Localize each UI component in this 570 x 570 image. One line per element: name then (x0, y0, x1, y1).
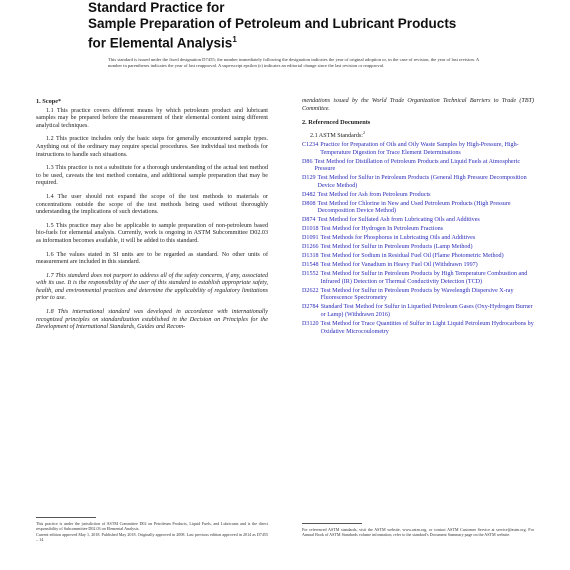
section-heading-referenced-documents: 2. Referenced Documents (302, 119, 371, 127)
reference-link[interactable] (302, 304, 534, 319)
reference-link[interactable] (302, 262, 534, 270)
footnotes-left (36, 521, 268, 543)
reference-link[interactable] (302, 271, 534, 286)
designation-notice: This standard is issued under the fixed designation D7455; the number immediately following the designation indicates the year of original adoption or, in the case of revision, the year of last revision. A number in parentheses indicates the year of last reapproval. A superscript epsilon (ε) indicates an editorial change since the last revision or reapproval. (108, 57, 479, 69)
reference-code: D482 (302, 191, 316, 198)
reference-link[interactable] (302, 175, 534, 190)
reference-link[interactable] (302, 235, 534, 243)
reference-title: Test Methods for Phosphorus in Lubricating Oils and Additives (320, 235, 476, 242)
title-line-3 (88, 32, 508, 52)
left-column (36, 98, 268, 338)
reference-link[interactable] (302, 201, 534, 216)
reference-title: Test Method for Sodium in Residual Fuel Oil (Flame Photometric Method) (320, 253, 504, 260)
reference-code: D3120 (302, 320, 319, 327)
reference-title: Test Method for Vanadium in Heavy Fuel Oil (Withdrawn 1997) (320, 262, 478, 269)
footnote-rule-right (302, 523, 362, 524)
reference-title: Test Method for Hydrogen In Petroleum Fractions (320, 226, 444, 233)
astm-footnote-mark: 2 (362, 129, 365, 135)
reference-title: Test Method for Sulfated Ash from Lubricating Oils and Additives (317, 217, 480, 224)
reference-code: D86 (302, 158, 313, 165)
reference-title: Test Method for Sulfur in Petroleum Products by Wavelength Dispersive X-ray Fluorescence Spectrometry (320, 287, 514, 302)
footnote-jurisdiction: This practice is under the jurisdiction of ASTM Committee D02 on Petroleum Products, Liquid Fuels, and Lubricants and is the direct responsibility of Subcommittee D02.03 on Elemental Analysis. (36, 521, 268, 532)
section-heading-scope: 1. Scope* (36, 98, 62, 105)
paragraph-1-2: 1.2 This practice includes only the basic steps for generally encountered sample types. Anything out of the ordinary may require special procedures. See individual test methods for instructions to handle such situations. (36, 136, 268, 158)
reference-link[interactable] (302, 253, 534, 261)
paragraph-1-7: 1.7 This standard does not purport to address all of the safety concerns, if any, associated with its use. It is the responsibility of the user of this standard to establish appropriate safety, health, and environmental practices and determine the applicability of regulatory limitations prior to use. (36, 272, 268, 302)
reference-code: D129 (302, 175, 316, 182)
paragraph-1-1: 1.1 This practice covers different means by which petroleum product and lubricant samples may be prepared before the measurement of their elemental content using different analytical techniques. (36, 107, 268, 129)
reference-title: Test Method for Sulfur in Petroleum Products (General High Pressure Decomposition Device Method) (317, 175, 527, 189)
reference-link[interactable] (302, 142, 534, 157)
reference-title: Test Method for Sulfur in Petroleum Products (Lamp Method) (320, 244, 473, 251)
title-line-3-text: for Elemental Analysis (88, 35, 233, 51)
reference-code: D2622 (302, 287, 319, 294)
title-line-1: Standard Practice for (88, 0, 225, 15)
reference-code: D1266 (302, 244, 319, 251)
reference-title: Practice for Preparation of Oils and Oily Waste Samples by High-Pressure, High-Temperature Digestion for Trace Element Determinations (320, 142, 519, 156)
footnote-referenced-standards: For referenced ASTM standards, visit the ASTM website, www.astm.org, or contact ASTM Customer Service at service@astm.org. For Annual Book of ASTM Standards volume information, refer to the standard's Document Summary page on the ASTM website. (302, 527, 534, 538)
reference-code: D1552 (302, 271, 319, 278)
title-line-2: Sample Preparation of Petroleum and Lubricant Products (88, 16, 457, 31)
paragraph-1-3: 1.3 This practice is not a substitute for a thorough understanding of the actual test method to be used, caveats the test method contains, and additional sample preparation that may be required. (36, 165, 268, 187)
reference-code: D808 (302, 200, 316, 207)
astm-standards-label (310, 129, 534, 141)
reference-code: C1234 (302, 142, 319, 148)
reference-code: D1018 (302, 226, 319, 233)
footnotes-right (302, 527, 534, 538)
reference-code: D1318 (302, 253, 319, 260)
reference-title: Test Method for Distillation of Petroleum Products and Liquid Fuels at Atmospheric Pressure (314, 158, 521, 173)
footnote-rule-left (36, 517, 96, 518)
paragraph-1-5: 1.5 This practice may also be applicable to sample preparation of non-petroleum based bio-fuels for elemental analysis. Currently, work is ongoing in ASTM Subcommittee D02.03 as information becomes available, it will be added to this standard. (36, 222, 268, 244)
reference-link[interactable] (302, 192, 534, 200)
reference-code: D1548 (302, 262, 319, 269)
reference-link[interactable] (302, 288, 534, 303)
right-column (302, 98, 534, 338)
reference-title: Standard Test Method for Sulfur in Liquefied Petroleum Gases (Oxy-Hydrogen Burner or Lamp) (Withdrawn 2016) (320, 304, 533, 318)
reference-code: D1091 (302, 235, 319, 242)
reference-code: D2784 (302, 304, 319, 311)
reference-link[interactable] (302, 217, 534, 225)
reference-title: Test Method for Ash from Petroleum Products (317, 191, 431, 198)
paragraph-continuation: mendations issued by the World Trade Organization Technical Barriers to Trade (TBT) Committee. (302, 98, 534, 112)
reference-link[interactable] (302, 244, 534, 252)
paragraph-1-8: 1.8 This international standard was developed in accordance with internationally recognized principles on standardization established in the Decision on Principles for the Development of International Standards, Guides and Recom- (36, 309, 268, 331)
document-title (88, 0, 508, 52)
reference-title: Test Method for Sulfur in Petroleum Products by High Temperature Combustion and Infrared (IR) Detection or Thermal Conductivity Detection (TCD) (320, 271, 528, 285)
reference-title: Test Method for Chlorine in New and Used Petroleum Products (High Pressure Decomposition Device Method) (317, 200, 511, 215)
reference-link[interactable] (302, 321, 534, 336)
reference-title: Test Method for Trace Quantities of Sulfur in Light Liquid Petroleum Hydrocarbons by Oxidative Microcoulometry (320, 320, 534, 335)
reference-link[interactable] (302, 159, 534, 174)
paragraph-1-6: 1.6 The values stated in SI units are to be regarded as standard. No other units of measurement are included in this standard. (36, 251, 268, 266)
paragraph-1-4: 1.4 The user should not expand the scope of the test methods to materials or concentrations outside the scope of the test methods being used without thoroughly understanding the implications of such deviations. (36, 193, 268, 216)
reference-code: D874 (302, 217, 316, 224)
footnote-edition: Current edition approved May 1, 2018. Published May 2018. Originally approved in 2008. Last previous edition approved in 2014 as D7455 – 14. (36, 531, 268, 543)
reference-link[interactable] (302, 226, 534, 234)
astm-standards-label-text: 2.1 ASTM Standards: (310, 132, 363, 139)
title-footnote-mark: 1 (232, 35, 237, 44)
